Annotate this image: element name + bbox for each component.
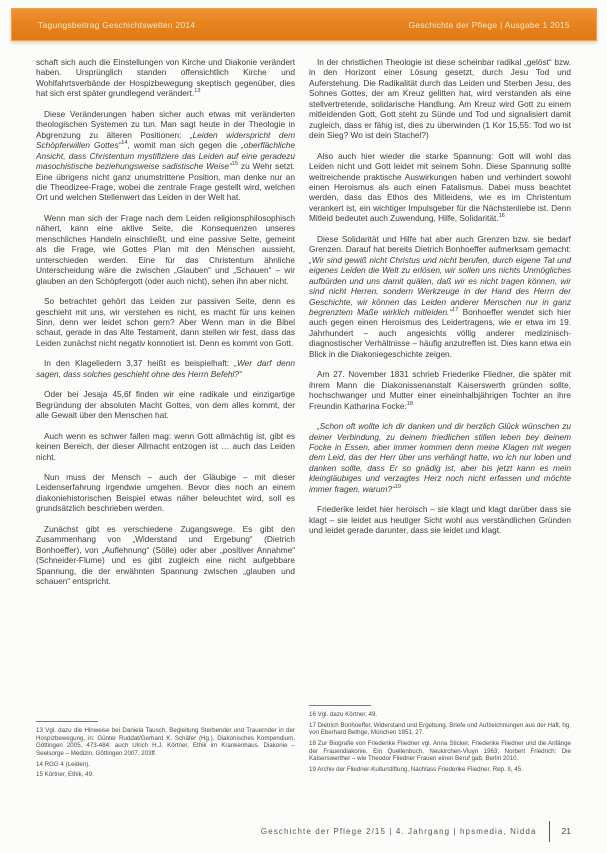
text-run: „Wer darf denn sagen, dass solches geschieht ohne des Herrn Befehl?“ <box>36 358 295 379</box>
paragraph <box>36 296 295 348</box>
paragraph <box>36 524 295 587</box>
paragraph <box>36 771 295 779</box>
paragraph <box>36 472 295 514</box>
paragraph <box>309 766 571 774</box>
text-run: In der christlichen Theologie ist diese scheinbar radikal „gelöst“ bzw. in den Horizont einer Lösung gesetzt, durch Jesu Tod und Auferstehung. Die Radikalität durch das Leiden und Sterben Jesu, des Sohnes Gottes, der am Kreuz gelitten hat, wird verstanden als eine stellvertretende, solidarische Handlung. Am Kreuz wird Gott zu einem mitleidenden Gott, Gott steht zu Sünde und Tod und signalisiert damit zugleich, dass er fähig ist, dies zu überwinden (1 Kor 15,55: Tod wo ist dein Sieg? Wo ist dein Stachel?) <box>309 57 571 141</box>
footer-divider <box>549 821 550 842</box>
text-run: „Leiden widerspricht dem Schöpferwillen Gottes“ <box>36 129 295 151</box>
footnote-ref: 16 <box>498 213 505 220</box>
header-bar <box>11 8 597 41</box>
paragraph <box>309 234 571 359</box>
text-run: zu Wehr setzt. Eine übrigens nicht ganz unumstrittene Position, man denke nur an die Theodizee-Frage, wobei die zentrale Frage gestellt wird, welchen Ort und welchen Stellenwert das Leiden in der Welt hat. <box>36 161 295 203</box>
text-run: 14 RGG 4 (Leiden). <box>36 760 90 768</box>
left-footnote-list <box>36 727 295 779</box>
footnote-ref: 18 <box>406 400 414 407</box>
text-run: „Wir sind gewiß nicht Christus und nicht berufen, durch eigene Tat und eigenes Leiden die Welt zu erlösen, wir sollen uns nichts Unmögliches aufbürden und uns damit quälen, daß wir es nicht tragen können, wir sind nicht Herren, sondern Werkzeuge in der Hand des Herrn der Geschichte, wir können das Leiden anderer Menschen nur in ganz begrenztem Maße wirklich mitleiden.“ <box>309 254 571 317</box>
left-column-text <box>36 57 295 596</box>
right-column-text <box>309 57 571 546</box>
text-run: 13 Vgl. dazu die Hinweise bei Daniela Tausch, Begleitung Sterbender und Trauernder in der Hospizbewegung, in: Günter Ruddat/Gerhard K. Schäfer (Hg.), Diakonisches Kompendium, Göttingen 2005, 473-484; auch Ulrich H.J. Körtner, Ethik im Krankenhaus. Diakonie – Seelsorge – Medizin, Göttingen 2007, 203ff. <box>36 727 295 758</box>
text-run: 18 Zur Biografie von Friederike Fliedner vgl. Anna Sticker, Friederike Fliedner und die Anfänge der Frauendiakonie. Ein Quellenbuch, Neukirchen-Vluyn 1963; Norbert Friedrich: Die Kaiserswerther – wie Theodor Fliedner Frauen einen Beruf gab, Berlin 2010. <box>309 740 571 763</box>
right-footnote-list <box>309 711 571 774</box>
paragraph <box>36 761 295 769</box>
text-run: „Schon oft wollte ich dir danken und dir herzlich Glück wünschen zu deiner Verbindung, zu deinem friedlichen stillen leben bey deinem Focke in Essen, aber immer kommen denn meine Klagen mit wegen dem Leid, das der Herr über uns verhängt hatte, wo ich nur loben und danken sollte, dass Er so gnädig ist, aber bis jetzt kann es mein kleingläubiges und verzagtes Herz noch nicht erfassen und möchte immer fragen, warum?“ <box>309 421 571 494</box>
page-number: 21 <box>561 826 571 836</box>
paragraph <box>36 358 295 379</box>
footnote-rule-left <box>36 721 98 722</box>
footnote-ref: 19 <box>394 484 401 490</box>
paragraph <box>309 151 571 224</box>
footnote-ref: 15 <box>231 161 239 168</box>
text-run: Zunächst gibt es verschiedene Zugangswege. Es gibt den Zusammenhang von „Widerstand und Ergebung“ (Dietrich Bonhoeffer), von „Auflehnung“ (Sölle) oder aber „positiver Annahme“ (Schneider-Flume) und es gibt zugleich eine nicht aufgebbare Spannung, die der erwähnten Spannung zwischen „glauben und schauen“ entspricht. <box>36 523 295 587</box>
footnote-ref: 17 <box>452 307 459 314</box>
left-footnotes <box>36 721 295 782</box>
text-run: Diese Veränderungen haben sicher auch etwas mit veränderten theologischen Systemen zu tun. Man sagt heute in der Theologie in Abgrenzung zu älteren Positionen: <box>36 108 295 140</box>
paragraph <box>36 727 295 758</box>
paragraph <box>309 722 571 737</box>
paragraph <box>36 431 295 462</box>
journal-info: Geschichte der Pflege 2/15 | 4. Jahrgang | hpsmedia, Nidda <box>260 826 537 836</box>
paragraph <box>309 711 571 719</box>
paragraph <box>309 57 571 141</box>
paragraph <box>309 421 571 494</box>
text-run: Bonhoeffer wendet sich hier auch gegen einen Heroismus des Leidertragens, wie er etwa im 19. Jahrhundert – auch angesichts völlig anderer medizinisch-diagnostischer Verhältnisse – häufig anzutreffen ist. Dies kann etwa ein Blick in die Diakoniegeschichte zeigen. <box>309 306 571 359</box>
paragraph <box>309 740 571 763</box>
text-run: 16 Vgl. dazu Körtner, 49. <box>309 711 378 718</box>
text-run: Friederike leidet hier heroisch – sie klagt und klagt darüber dass sie klagt – sie leidet aus heutiger Sicht wohl aus verständlichen Gründen und leidet gerade darunter, dass sie leidet und klagt. <box>309 504 571 536</box>
footnote-ref: 14 <box>121 140 128 147</box>
text-run: In den Klageliedern 3,37 heißt es beispielhaft: <box>44 358 235 369</box>
paragraph <box>36 109 295 203</box>
text-run: 15 Körtner, Ethik, 49. <box>36 771 94 779</box>
text-run: 17 Dietrich Bonhoeffer, Widerstand und Ergebung. Briefe und Aufzeichnungen aus der Haft, hg. von Eberhard Bethge, München 1951, 27. <box>309 721 571 737</box>
text-run: So betrachtet gehört das Leiden zur passiven Seite, denn es geschieht mit uns, wir verstehen es nicht, es macht für uns keinen Sinn, denn wer leidet schon gern? Aber Wenn man in die Bibel schaut, gerade in das Alte Testament, dann stellen wir fest, dass das Leiden zunächst nicht negativ konnotiert ist. Denn es kommt von Gott. <box>36 296 295 348</box>
text-run: Diese Solidarität und Hilfe hat aber auch Grenzen bzw. sie bedarf Grenzen. Darauf hat bereits Dietrich Bonhoeffer aufmerksam gemacht: <box>309 233 571 255</box>
paragraph <box>309 369 571 411</box>
text-run: schaft sich auch die Einstellungen von Kirche und Diakonie verändert haben. Ursprünglich standen offensichtlich Kirche und Wohlfahrtsverbände der Hospizbewegung skeptisch gegenüber, dies hat sich erst später grundlegend verändert. <box>36 57 295 99</box>
text-run: Am 27. November 1831 schrieb Friederike Fliedner, die später mit ihrem Mann die Diakonissenanstalt Kaiserswerth gründen sollte, hochschwanger und Mutter einer eineinhalbjährigen Tochter an ihre Freundin Katharina Focke: <box>309 369 571 411</box>
footnote-ref: 13 <box>194 88 201 95</box>
text-run: Wenn man sich der Frage nach dem Leiden religionsphilosophisch nähert, kann eine aktive Seite, die Konsequenzen unseres menschliches Handeln einschließt, und eine passive Seite, gemeint als die Frage, wie Gottes Plan mit den Menschen aussieht, unterschieden werden. Eine für das Christentum ähnliche Unterscheidung wäre die zwischen „Glauben“ und „Schauen“ – wir glauben an den Schöpfergott (oder auch nicht), sehen ihn aber nicht. <box>36 212 295 286</box>
footnote-rule-right <box>309 705 371 706</box>
page-footer <box>0 818 607 844</box>
text-run: „oberflächliche Ansicht, dass Christentum mystifiziere das Leiden auf eine geradezu masochistische beziehungsweise sadistische Weise“ <box>36 140 296 172</box>
text-run: Also auch hier wieder die starke Spannung: Gott will wohl das Leiden nicht und Gott leidet mit seinem Sohn. Diese Spannung sollte weitreichende praktische Auswirkungen haben und verhindert sowohl einen Heroismus als auch einen Fatalismus. Dabei muss beachtet werden, dass das Ethos des Mitleidens, wie es im Christentum verankert ist, ein wichtiger Impulsgeber für die Nächstenliebe ist. Denn Mitleid bedeutet auch Zuwendung, Hilfe, Solidarität. <box>309 150 571 224</box>
text-run: Auch wenn es schwer fallen mag: wenn Gott allmächtig ist, gibt es keinen Bereich, der dieser Allmacht entzogen ist … auch das Leiden nicht. <box>36 430 295 462</box>
text-run: Nun muss der Mensch – auch der Gläubige – mit dieser Leidenserfahrung irgendwie umgehen. Bevor dies noch an einem diakoniehistorischen Beispiel etwas näher beleuchtet wird, soll es grundsätzlich beschrieben werden. <box>36 471 295 514</box>
header-right-label: Geschichte der Pflege | Ausgabe 1 2015 <box>408 19 570 30</box>
header-left-label: Tagungsbeitrag Geschichtswelten 2014 <box>38 19 196 30</box>
paragraph <box>36 389 295 420</box>
text-run: 19 Archiv der Fliedner-Kulturstiftung, Nachlass Friederike Fliedner, Rep. II, 45. <box>309 766 523 774</box>
paragraph <box>309 504 571 535</box>
right-footnotes <box>309 705 571 777</box>
paragraph <box>36 213 295 286</box>
text-run: , womit man sich gegen die <box>127 140 242 151</box>
text-run: Oder bei Jesaja 45,6f finden wir eine radikale und einzigartige Begründung der absoluten Macht Gottes, von dem alles kommt, der alle Gewalt über den Menschen hat. <box>36 389 295 421</box>
paragraph <box>36 57 295 99</box>
